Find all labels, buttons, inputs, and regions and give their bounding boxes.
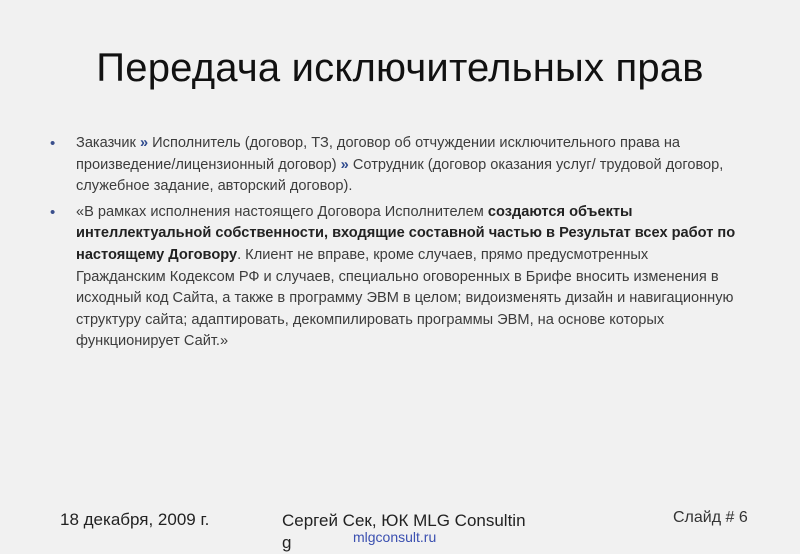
- bullet-dot-icon: •: [50, 203, 56, 221]
- slide-title: Передача исключительных прав: [96, 46, 704, 90]
- footer-date: 18 декабря, 2009 г.: [60, 510, 210, 529]
- bullet-text-contractor: Исполнитель (договор, ТЗ, договор об отчуждении исключительного права на произведение/лицензионный договор): [76, 135, 681, 173]
- footer-website-link[interactable]: mlgconsult.ru: [353, 529, 437, 545]
- bullet-dot-icon: •: [50, 135, 56, 152]
- separator-arrow: »: [135, 135, 153, 151]
- bullet-item-roles: [50, 133, 740, 198]
- quote-text-rest: . Клиент не вправе, кроме случаев, прямо предусмотренных Гражданским Кодексом РФ и случаев, специально оговоренных в Брифе вносить изменения в исходный код Сайта, а также в программу ЭВМ в целом; видоизменять дизайн и навигационную структуру сайта; адаптировать, декомпилировать программы ЭВМ, на основе которых функционирует Сайт.»: [76, 246, 734, 350]
- bullet-text-customer: Заказчик: [76, 135, 136, 151]
- bullet-text-employee: Сотрудник (договор оказания услуг/ трудовой договор, служебное задание, авторский договор).: [76, 156, 724, 195]
- footer-author: Сергей Сек, ЮК MLG Consulting: [282, 511, 526, 552]
- slide-content: [50, 133, 740, 357]
- quote-text-bold: создаются объекты интеллектуальной собственности, входящие составной частью в Результат всех работ по настоящему Договору: [76, 203, 736, 263]
- separator-arrow: »: [336, 156, 353, 173]
- bullet-item-contract-quote: [50, 202, 740, 353]
- quote-text-start: «В рамках исполнения настоящего Договора Исполнителем: [76, 203, 488, 220]
- slide-number: Слайд # 6: [673, 509, 748, 526]
